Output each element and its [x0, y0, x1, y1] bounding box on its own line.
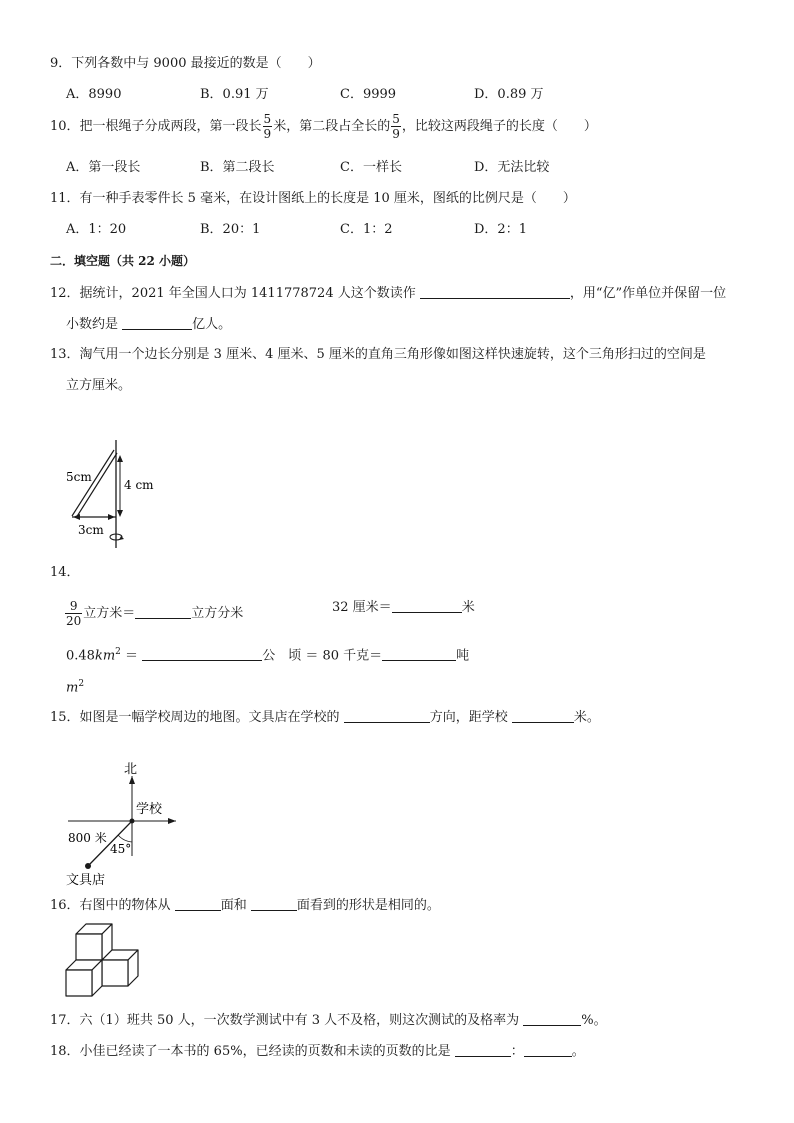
q10-option-a: A．第一段长 — [66, 160, 141, 175]
q10-fraction-1-numerator: 5 — [263, 112, 272, 126]
q10-fraction-1-denominator: 9 — [263, 127, 272, 141]
q12-text-3: 小数约是 — [66, 317, 119, 332]
height-arrow-down — [117, 510, 123, 517]
q14-b-text-2: 米 — [461, 600, 475, 615]
q14-part-a — [64, 598, 243, 630]
q15-stem — [50, 708, 600, 727]
q14-e-superscript: 2 — [78, 679, 85, 689]
q16-stem — [50, 896, 440, 915]
q16-text-2: 面和 — [220, 898, 247, 913]
section-title-fill-in: 二．填空题（共 22 小题） — [50, 254, 196, 268]
school-point-icon — [130, 819, 135, 824]
angle-arc — [118, 835, 132, 842]
q16-answer-blank-1[interactable] — [175, 896, 221, 911]
q16-answer-blank-2[interactable] — [251, 896, 297, 911]
q11-option-c: C．1：2 — [340, 222, 393, 237]
q15-school-map-figure — [58, 760, 198, 890]
label-angle: 45° — [110, 842, 132, 856]
q12-line-1 — [50, 284, 726, 303]
q10-stem — [50, 112, 597, 142]
q17-answer-blank[interactable] — [523, 1011, 581, 1026]
q15-answer-blank-1[interactable] — [344, 708, 430, 723]
q10-fraction-2 — [391, 112, 401, 141]
q14-answer-blank-a[interactable] — [135, 604, 191, 619]
q14-answer-blank-c[interactable] — [142, 646, 262, 661]
q9-option-a: A．8990 — [66, 87, 122, 102]
front-cube-front-face — [66, 970, 92, 996]
q14-fraction-denominator: 20 — [66, 614, 82, 628]
q14-c-equals: ＝ — [125, 648, 139, 664]
q18-text-2: ： — [510, 1044, 524, 1059]
q14-answer-blank-b[interactable] — [392, 598, 462, 613]
q11-option-a: A．1：20 — [66, 222, 127, 237]
store-point-icon — [85, 863, 91, 869]
q10-fraction-2-numerator: 5 — [392, 112, 400, 126]
right-cube-front-face — [102, 960, 128, 986]
q10-fraction-1 — [263, 112, 273, 141]
q11-option-b: B．20：1 — [200, 222, 261, 237]
q15-text-1: 15．如图是一幅学校周边的地图。文具店在学校的 — [50, 710, 340, 725]
q10-text-1: 10．把一根绳子分成两段，第一段长 — [50, 119, 262, 134]
north-arrow-icon — [129, 776, 135, 784]
label-base: 3cm — [78, 523, 104, 537]
label-school: 学校 — [136, 802, 163, 817]
label-north: 北 — [124, 762, 138, 777]
q13-line-2: 立方厘米。 — [66, 378, 132, 393]
q11-option-d: D．2：1 — [474, 222, 527, 237]
q12-text-4: 亿人。 — [192, 317, 232, 332]
q14-part-e — [66, 675, 84, 697]
q16-cube-stack-figure — [62, 918, 152, 1002]
q18-answer-blank-1[interactable] — [455, 1042, 511, 1057]
q17-text-1: 17．六（1）班共 50 人，一次数学测试中有 3 人不及格，则这次测试的及格率为 — [50, 1013, 520, 1028]
q14-number: 14． — [50, 565, 80, 580]
q18-stem — [50, 1042, 585, 1061]
q10-text-3: ，比较这两段绳子的长度（ ） — [401, 119, 597, 134]
q14-e-unit-m: m — [66, 680, 79, 696]
q16-text-3: 面看到的形状是相同的。 — [296, 898, 440, 913]
q14-c-superscript: 2 — [115, 647, 121, 657]
q18-answer-blank-2[interactable] — [524, 1042, 572, 1057]
q14-a-text-1: 立方米＝ — [83, 606, 136, 621]
q14-c-value: 0.48 — [66, 648, 95, 664]
height-arrow-up — [117, 455, 123, 462]
q10-option-c: C．一样长 — [340, 160, 402, 175]
label-hypotenuse: 5cm — [66, 470, 92, 484]
label-distance: 800 米 — [68, 831, 107, 845]
label-height: 4 cm — [124, 478, 154, 492]
q14-d-text-1: ＝ 80 千克＝ — [305, 648, 383, 664]
top-cube-front-face — [76, 934, 102, 960]
q10-option-d: D．无法比较 — [474, 160, 550, 175]
q14-fraction-numerator: 9 — [65, 599, 82, 614]
q12-answer-blank-2[interactable] — [122, 315, 192, 330]
q9-option-c: C．9999 — [340, 87, 397, 102]
base-arrow-right — [108, 514, 115, 520]
q16-text-1: 16．右图中的物体从 — [50, 898, 171, 913]
label-store: 文具店 — [66, 873, 106, 888]
q15-text-2: 方向，距学校 — [429, 710, 508, 725]
q17-text-2: %。 — [581, 1013, 607, 1028]
east-arrow-icon — [168, 818, 176, 824]
q14-part-b — [332, 598, 475, 617]
q10-fraction-2-denominator: 9 — [392, 127, 400, 141]
q17-stem — [50, 1011, 607, 1030]
q12-text-1: 12．据统计，2021 年全国人口为 1411778724 人这个数读作 — [50, 286, 416, 301]
q11-stem: 11．有一种手表零件长 5 毫米，在设计图纸上的长度是 10 厘米，图纸的比例尺是（ ） — [50, 191, 576, 206]
q10-option-b: B．第二段长 — [200, 160, 275, 175]
q14-b-text-1: 32 厘米＝ — [332, 600, 392, 615]
rotation-arrow-icon — [119, 536, 124, 540]
q12-answer-blank-1[interactable] — [420, 284, 570, 299]
q13-line-1: 13．淘气用一个边长分别是 3 厘米、4 厘米、5 厘米的直角三角形像如图这样快速旋转，这个三角形扫过的空间是 — [50, 347, 706, 362]
q14-c-unit-km: km — [94, 648, 116, 664]
q12-text-2: ，用“亿”作单位并保留一位 — [569, 286, 727, 301]
q14-a-text-2: 立方分米 — [191, 606, 244, 621]
q18-text-1: 18．小佳已经读了一本书的 65%，已经读的页数和未读的页数的比是 — [50, 1044, 451, 1059]
q18-text-3: 。 — [571, 1044, 585, 1059]
q12-line-2 — [66, 315, 231, 334]
q14-answer-blank-d[interactable] — [382, 646, 456, 661]
q13-rotating-triangle-figure — [60, 436, 160, 551]
q9-option-b: B．0.91 万 — [200, 87, 269, 102]
q14-d-text-2: 吨 — [456, 648, 470, 664]
base-arrow-left — [73, 514, 80, 520]
q15-answer-blank-2[interactable] — [512, 708, 574, 723]
q9-stem: 9．下列各数中与 9000 最接近的数是（ ） — [50, 56, 321, 71]
q14-fraction — [65, 599, 82, 628]
q14-c-unit-hectare: 公 顷 — [262, 648, 302, 664]
triangle-hypotenuse-2 — [76, 453, 117, 518]
q10-text-2: 米，第二段占全长的 — [273, 119, 391, 134]
q14-part-c — [66, 643, 469, 665]
q9-option-d: D．0.89 万 — [474, 87, 544, 102]
q15-text-3: 米。 — [573, 710, 600, 725]
